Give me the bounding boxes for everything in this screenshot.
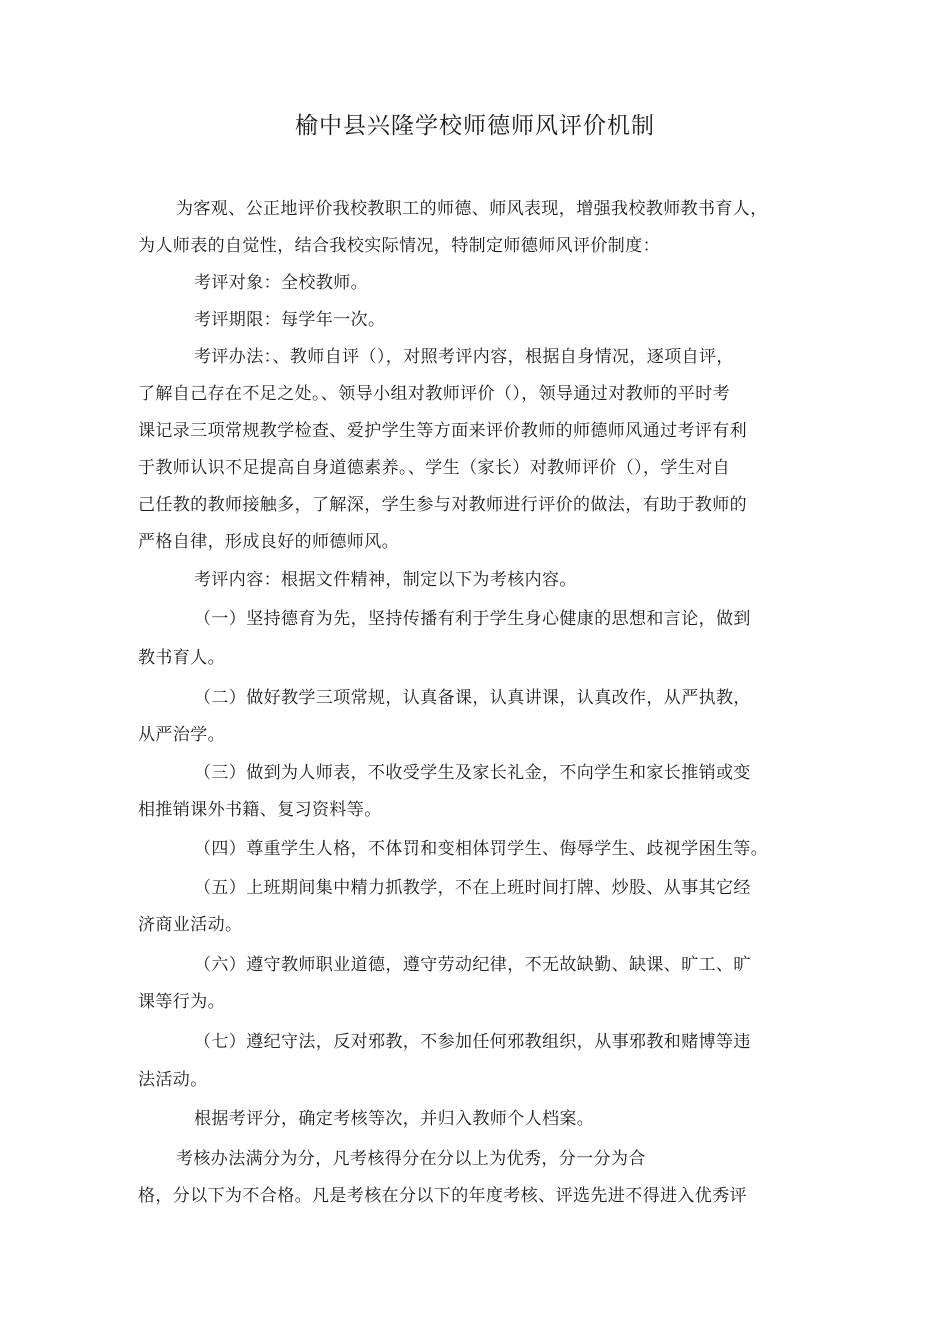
paragraph-line: （七）遵纪守法，反对邪教，不参加任何邪教组织，从事邪教和赌博等违 — [194, 1032, 751, 1052]
paragraph-line: 法活动。 — [138, 1070, 208, 1090]
paragraph-line: （一）坚持德育为先，坚持传播有利于学生身心健康的思想和言论，做到 — [194, 609, 751, 629]
paragraph-line: （五）上班期间集中精力抓教学，不在上班时间打牌、炒股、从事其它经 — [194, 878, 751, 898]
paragraph-line: 相推销课外书籍、复习资料等。 — [138, 800, 382, 820]
paragraph-line: 课等行为。 — [138, 992, 225, 1012]
paragraph-line: （四）尊重学生人格，不体罚和变相体罚学生、侮辱学生、歧视学困生等。 — [194, 839, 769, 859]
paragraph-line: 考核办法满分为分，凡考核得分在分以上为优秀，分一分为合 — [176, 1149, 646, 1169]
paragraph-line: （二）做好教学三项常规，认真备课，认真讲课，认真改作，从严执教， — [194, 688, 751, 708]
paragraph-line: 济商业活动。 — [138, 915, 243, 935]
paragraph-line: 课记录三项常规教学检查、爱护学生等方面来评价教师的师德师风通过考评有利 — [138, 421, 747, 441]
paragraph-line: 教书育人。 — [138, 648, 225, 668]
paragraph-line: 己任教的教师接触多，了解深，学生参与对教师进行评价的做法，有助于教师的 — [138, 495, 747, 515]
paragraph-line: 考评内容：根据文件精神，制定以下为考核内容。 — [194, 570, 577, 590]
paragraph-line: 根据考评分，确定考核等次，并归入教师个人档案。 — [194, 1109, 595, 1129]
paragraph-line: （六）遵守教师职业道德，遵守劳动纪律，不无故缺勤、缺课、旷工、旷 — [194, 955, 751, 975]
document-title: 榆中县兴隆学校师德师风评价机制 — [295, 113, 655, 139]
paragraph-line: 考评期限：每学年一次。 — [194, 310, 386, 330]
paragraph-line: 考评对象：全校教师。 — [194, 273, 368, 293]
paragraph-line: 严格自律，形成良好的师德师风。 — [138, 532, 399, 552]
paragraph-line: 为人师表的自觉性，结合我校实际情况，特制定师德师风评价制度： — [138, 236, 660, 256]
paragraph-line: 为客观、公正地评价我校教职工的师德、师风表现，增强我校教师教书育人， — [176, 199, 768, 219]
paragraph-line: 考评办法：、教师自评（），对照考评内容，根据自身情况，逐项自评， — [194, 347, 734, 367]
paragraph-line: 于教师认识不足提高自身道德素养。、学生（家长）对教师评价（），学生对自 — [138, 458, 730, 478]
paragraph-line: 从严治学。 — [138, 725, 225, 745]
paragraph-line: 了解自己存在不足之处。、领导小组对教师评价（），领导通过对教师的平时考 — [138, 384, 730, 404]
paragraph-line: （三）做到为人师表，不收受学生及家长礼金，不向学生和家长推销或变 — [194, 763, 751, 783]
paragraph-line: 格，分以下为不合格。凡是考核在分以下的年度考核、评选先进不得进入优秀评 — [138, 1186, 747, 1206]
